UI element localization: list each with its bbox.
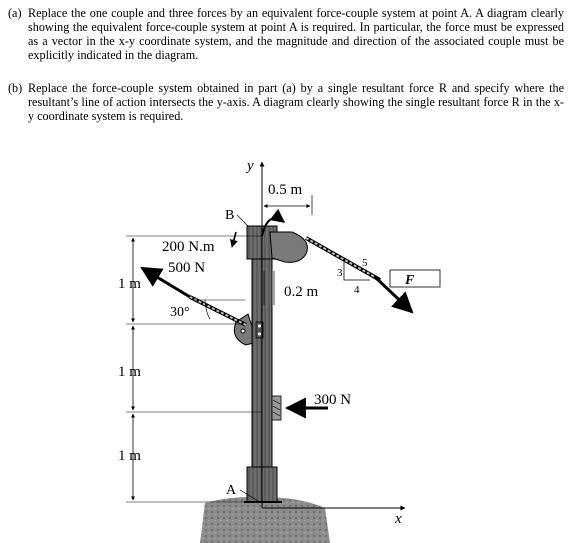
dim-2-label: 1 m [118, 364, 141, 380]
slope-5-label: 5 [362, 257, 368, 269]
gusset-pin [241, 329, 245, 333]
part-b-label: (b) [8, 81, 23, 95]
x-axis-label: x [395, 511, 402, 527]
couple-arrow [232, 232, 236, 247]
couple-label: 200 N.m [162, 239, 215, 255]
point-b-leader [237, 215, 248, 226]
force-500n-label: 500 N [168, 260, 206, 276]
force-f-label: F [405, 273, 415, 288]
part-a-text: Replace the one couple and three forces by an equivalent force-couple system at point A. A diagram clearly showing the equivalent force-couple system at point A is required. In particular, the force must be expressed as a vector in the x-y coordinate system, and the magnitude and direction of the associated couple must be explicitly indicated in the diagram. [28, 6, 564, 62]
dim-right-label: 0.2 m [284, 284, 319, 300]
slope-4-label: 4 [354, 284, 360, 296]
angle-label: 30° [170, 305, 190, 320]
ground [200, 497, 330, 543]
dim-1-label: 1 m [118, 276, 141, 292]
dim-top-label: 0.5 m [268, 182, 303, 198]
load-plate [272, 396, 281, 420]
right-cable [306, 238, 380, 280]
y-axis-label: y [247, 158, 254, 174]
column [244, 226, 282, 502]
point-a-label: A [226, 483, 237, 498]
top-bracket [270, 232, 307, 262]
slope-3-label: 3 [337, 267, 343, 279]
question-part-b [8, 81, 564, 123]
part-a-label: (a) [8, 6, 22, 20]
force-f-box [390, 270, 440, 287]
part-b-text: Replace the force-couple system obtained in part (a) by a single resultant force R and specify where the resultant’s line of action intersects the y-axis. A diagram clearly showing the single resultant force R in the x-y coordinate system is required. [28, 81, 564, 123]
left-cable [190, 297, 246, 325]
structure-diagram [0, 150, 574, 543]
point-b-label: B [225, 208, 235, 223]
dim-3-label: 1 m [118, 448, 141, 464]
question-part-a [8, 6, 564, 62]
force-300n-label: 300 N [314, 392, 352, 408]
